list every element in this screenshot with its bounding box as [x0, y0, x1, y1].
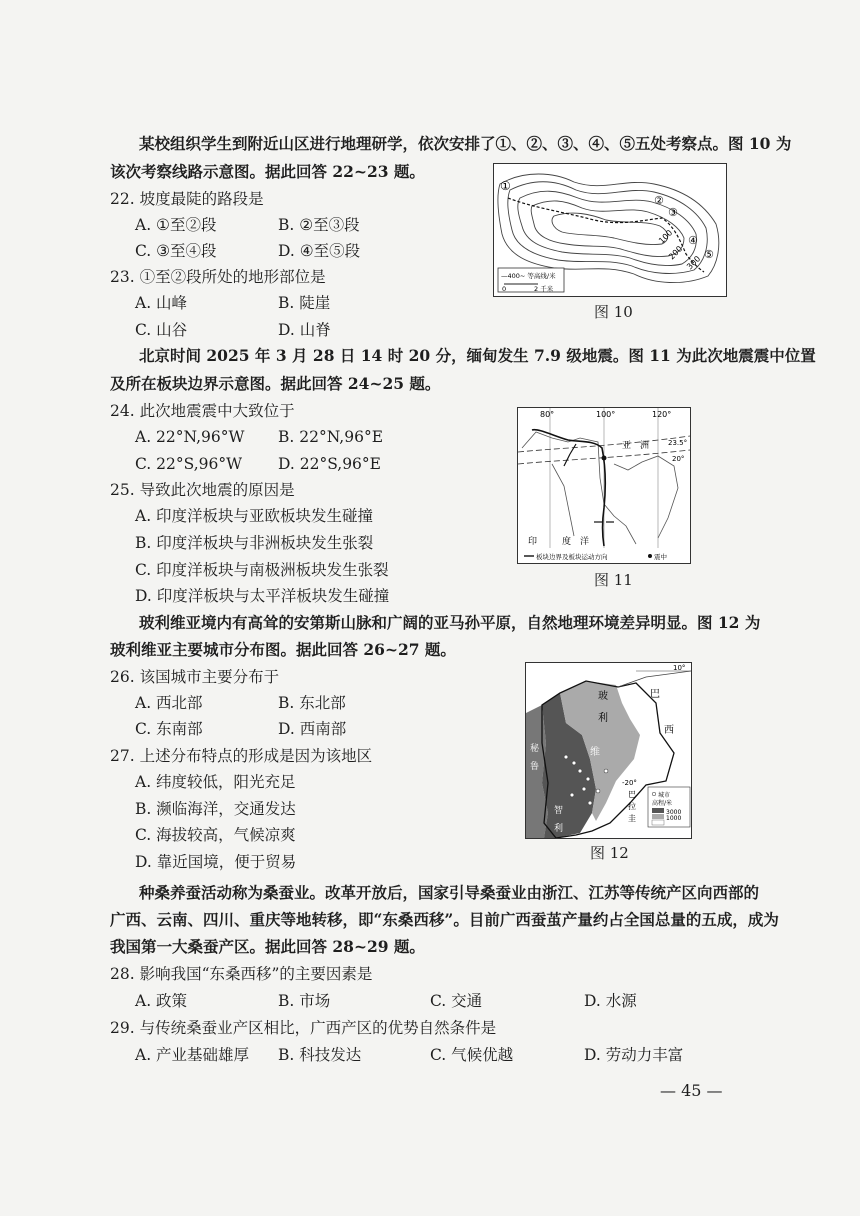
legend-epicenter-text: 震中: [654, 553, 667, 561]
q25-stem: 25. 导致此次地震的原因是: [110, 481, 295, 499]
contour-label-100: 100: [657, 228, 675, 246]
q27-option-a[interactable]: A. 纬度较低，阳光充足: [135, 773, 296, 791]
q22-stem: 22. 坡度最陡的路段是: [110, 190, 264, 208]
label-bo: 玻: [598, 691, 608, 702]
legend-3000: 3000: [666, 809, 682, 816]
q25-option-c[interactable]: C. 印度洋板块与南极洲板块发生张裂: [135, 561, 389, 579]
figure-12-bolivia-map: [525, 662, 692, 839]
legend-city-dot: [652, 792, 656, 796]
q22-option-a[interactable]: A. ①至②段: [135, 216, 217, 234]
city-dot: [596, 789, 600, 793]
label-la: 拉: [628, 802, 636, 811]
q26-option-b[interactable]: B. 东北部: [278, 694, 346, 712]
q24-option-d[interactable]: D. 22°S,96°E: [278, 455, 381, 473]
city-dot: [572, 761, 576, 765]
q29-option-d[interactable]: D. 劳动力丰富: [584, 1046, 684, 1064]
point-4-label: ④: [688, 234, 698, 247]
intro-22-23-line2: 该次考察线路示意图。据此回答 22~23 题。: [110, 162, 425, 181]
q23-option-a[interactable]: A. 山峰: [135, 294, 188, 312]
fig10-legend-text: —400~ 等高线/米: [501, 272, 556, 280]
intro-24-25-line1: 北京时间 2025 年 3 月 28 日 14 时 20 分，缅甸发生 7.9 级地震。图 11 为此次地震震中位置: [139, 346, 816, 365]
figure-10-contour-map: [493, 163, 727, 297]
q29-option-a[interactable]: A. 产业基础雄厚: [135, 1046, 250, 1064]
lat-20-label: -20°: [622, 779, 637, 787]
intro-28-29-line1: 种桑养蚕活动称为桑蚕业。改革开放后，国家引导桑蚕业由浙江、江苏等传统产区向西部的: [139, 883, 760, 902]
q23-option-c[interactable]: C. 山谷: [135, 321, 188, 339]
q25-option-b[interactable]: B. 印度洋板块与非洲板块发生张裂: [135, 534, 374, 552]
city-dot: [564, 755, 568, 759]
q24-option-c[interactable]: C. 22°S,96°W: [135, 455, 243, 473]
label-li-2: 利: [554, 824, 564, 834]
q24-option-b[interactable]: B. 22°N,96°E: [278, 428, 384, 446]
intro-28-29-line2: 广西、云南、四川、重庆等地转移，即“东桑西移”。目前广西蚕茧产量约占全国总量的五成，成为: [110, 910, 779, 929]
q26-stem: 26. 该国城市主要分布于: [110, 668, 280, 686]
intro-26-27-line2: 玻利维亚主要城市分布图。据此回答 26~27 题。: [110, 640, 456, 659]
label-gui: 圭: [628, 814, 636, 823]
label-zhi: 智: [554, 806, 564, 816]
point-3-label: ③: [668, 206, 678, 219]
contour-label-200: 200: [667, 244, 685, 262]
q28-option-c[interactable]: C. 交通: [430, 992, 483, 1010]
lon-100-label: 100°: [596, 410, 616, 419]
intro-22-23-line1: 某校组织学生到附近山区进行地理研学，依次安排了①、②、③、④、⑤五处考察点。图 10 为: [139, 134, 792, 153]
ocean-label-2: 度 洋: [562, 537, 590, 547]
q28-option-b[interactable]: B. 市场: [278, 992, 331, 1010]
epicenter-marker: [602, 456, 607, 461]
legend-city-text: 城市: [658, 792, 671, 799]
legend-swatch-high: [652, 808, 664, 813]
label-lu: 鲁: [530, 762, 540, 772]
q23-stem: 23. ①至②段所处的地形部位是: [110, 268, 326, 286]
city-dot: [582, 787, 586, 791]
intro-24-25-line2: 及所在板块边界示意图。据此回答 24~25 题。: [110, 374, 441, 393]
q23-option-b[interactable]: B. 陡崖: [278, 294, 331, 312]
q24-option-a[interactable]: A. 22°N,96°W: [135, 428, 245, 446]
q22-option-b[interactable]: B. ②至③段: [278, 216, 360, 234]
q29-option-b[interactable]: B. 科技发达: [278, 1046, 362, 1064]
lon-120-label: 120°: [652, 410, 672, 419]
legend-epicenter-dot: [648, 554, 652, 558]
legend-swatch-low: [652, 820, 664, 825]
q23-option-d[interactable]: D. 山脊: [278, 321, 331, 339]
city-dot: [570, 793, 574, 797]
ocean-label-1: 印: [528, 537, 538, 547]
figure-11-svg: [518, 408, 690, 563]
legend-1000: 1000: [666, 815, 682, 822]
asia-label: 亚 洲: [622, 441, 650, 451]
point-5-label: ⑤: [704, 248, 714, 261]
label-ba-2: 巴: [628, 790, 636, 799]
city-dot: [578, 769, 582, 773]
legend-swatch-mid: [652, 814, 664, 819]
lon-80-label: 80°: [540, 410, 555, 419]
point-1-label: ①: [500, 179, 511, 193]
label-wei: 维: [590, 747, 600, 758]
q28-stem: 28. 影响我国“东桑西移”的主要因素是: [110, 965, 373, 983]
q27-stem: 27. 上述分布特点的形成是因为该地区: [110, 747, 373, 765]
q26-option-c[interactable]: C. 东南部: [135, 720, 203, 738]
q27-option-d[interactable]: D. 靠近国境，便于贸易: [135, 853, 297, 871]
contour-4: [531, 201, 684, 257]
legend-boundary-text: 板块边界及板块运动方向: [536, 553, 608, 561]
figure-10-svg: [494, 164, 726, 296]
point-2-label: ②: [654, 194, 664, 207]
q28-option-d[interactable]: D. 水源: [584, 992, 637, 1010]
lat-20-label: 20°: [672, 455, 685, 463]
label-bi: 秘: [530, 744, 540, 754]
figure-11-plate-map: [517, 407, 691, 564]
city-dot: [586, 777, 590, 781]
lat-10-label: 10°: [673, 664, 686, 672]
label-ba-1: 巴: [650, 689, 660, 700]
q27-option-c[interactable]: C. 海拔较高，气候凉爽: [135, 826, 296, 844]
q25-option-d[interactable]: D. 印度洋板块与太平洋板块发生碰撞: [135, 587, 390, 605]
coastline: [522, 432, 678, 544]
intro-26-27-line1: 玻利维亚境内有高耸的安第斯山脉和广阔的亚马孙平原，自然地理环境差异明显。图 12 为: [139, 613, 761, 632]
figure-11-caption: 图 11: [594, 571, 633, 589]
page-number: — 45 —: [660, 1081, 723, 1100]
q25-option-a[interactable]: A. 印度洋板块与亚欧板块发生碰撞: [135, 507, 374, 525]
q28-option-a[interactable]: A. 政策: [135, 992, 188, 1010]
scale-end: 2 千米: [534, 285, 554, 293]
q29-stem: 29. 与传统桑蚕业产区相比，广西产区的优势自然条件是: [110, 1019, 497, 1037]
q26-option-a[interactable]: A. 西北部: [135, 694, 203, 712]
motion-arrow-1: [570, 444, 576, 454]
contour-label-300: 300: [685, 254, 703, 272]
q24-stem: 24. 此次地震震中大致位于: [110, 402, 295, 420]
city-dot: [604, 769, 608, 773]
contour-5: [552, 213, 668, 245]
intro-28-29-line3: 我国第一大桑蚕产区。据此回答 28~29 题。: [110, 937, 425, 956]
q26-option-d[interactable]: D. 西南部: [278, 720, 347, 738]
label-li: 利: [598, 713, 608, 724]
figure-10-caption: 图 10: [594, 303, 633, 321]
legend-alt-text: 高程/米: [652, 800, 673, 807]
city-dot: [588, 801, 592, 805]
scale-start: 0: [502, 285, 507, 293]
q29-option-c[interactable]: C. 气候优越: [430, 1046, 514, 1064]
label-xi: 西: [664, 725, 674, 736]
figure-12-svg: [526, 663, 691, 838]
q22-option-d[interactable]: D. ④至⑤段: [278, 242, 361, 260]
q22-option-c[interactable]: C. ③至④段: [135, 242, 217, 260]
q27-option-b[interactable]: B. 濒临海洋，交通发达: [135, 800, 296, 818]
plate-boundary: [532, 430, 605, 546]
figure-12-caption: 图 12: [590, 844, 629, 862]
lat-23-label: 23.5°: [668, 439, 688, 447]
